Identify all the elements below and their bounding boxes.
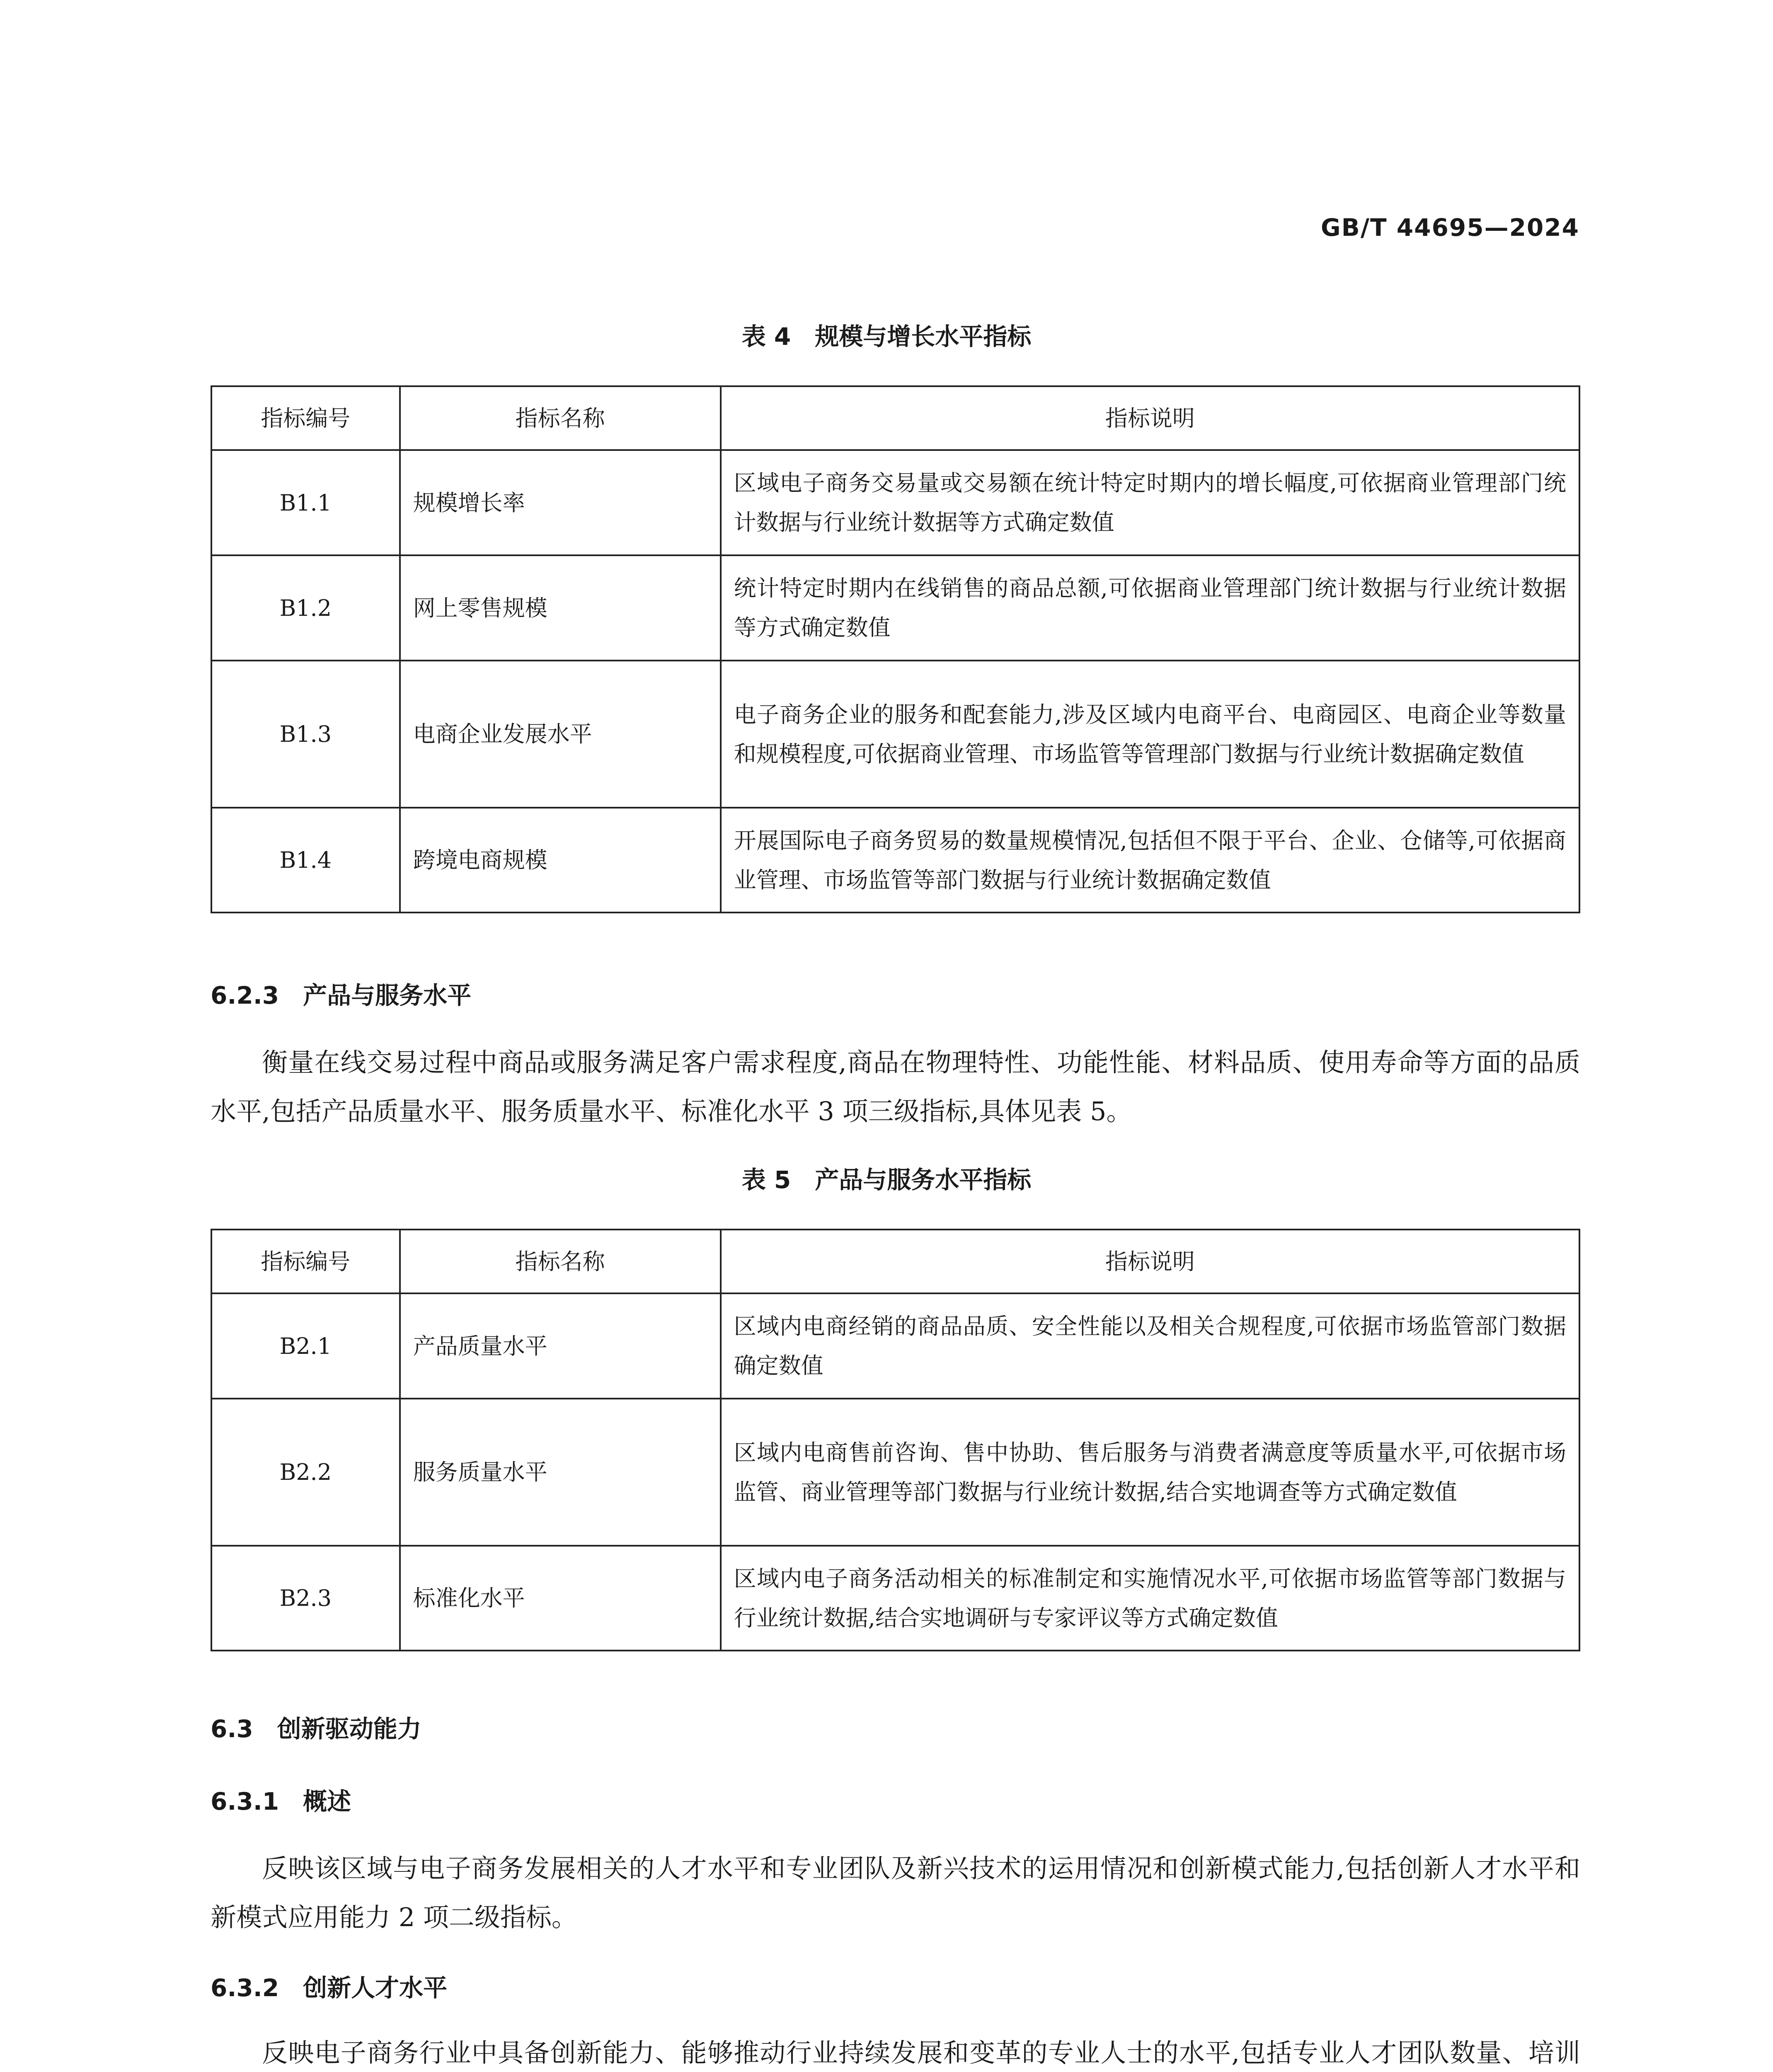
header-desc: 指标说明 — [721, 1230, 1579, 1293]
table-header-row — [211, 1230, 1579, 1293]
indicator-name: 产品质量水平 — [400, 1293, 721, 1399]
table-row — [211, 1293, 1579, 1399]
table5 — [211, 1229, 1580, 1651]
table-row — [211, 1546, 1579, 1651]
indicator-name: 标准化水平 — [400, 1546, 721, 1651]
table-header-row — [211, 386, 1579, 450]
section-heading: 6.3.2 创新人才水平 — [211, 1974, 448, 2002]
indicator-name: 跨境电商规模 — [400, 808, 721, 913]
section-paragraph: 衡量在线交易过程中商品或服务满足客户需求程度,商品在物理特性、功能性能、材料品质、使用寿命等方面的品质水平,包括产品质量水平、服务质量水平、标准化水平 3 项三级指标,具体见表 5。 — [211, 1047, 1580, 1126]
indicator-name: 电商企业发展水平 — [400, 661, 721, 808]
indicator-code: B2.3 — [211, 1546, 400, 1651]
table5-caption: 表 5 产品与服务水平指标 — [741, 1166, 1032, 1194]
table-row — [211, 808, 1579, 913]
section-heading: 6.3.1 概述 — [211, 1787, 351, 1815]
section-heading: 6.3 创新驱动能力 — [211, 1715, 421, 1743]
table-row — [211, 555, 1579, 661]
header-name: 指标名称 — [400, 386, 721, 450]
indicator-desc: 区域内电商售前咨询、售中协助、售后服务与消费者满意度等质量水平,可依据市场监管、商业管理等部门数据与行业统计数据,结合实地调查等方式确定数值 — [721, 1399, 1579, 1546]
indicator-name: 网上零售规模 — [400, 555, 721, 661]
indicator-desc: 统计特定时期内在线销售的商品总额,可依据商业管理部门统计数据与行业统计数据等方式确定数值 — [721, 555, 1579, 661]
header-code: 指标编号 — [211, 386, 400, 450]
indicator-code: B1.1 — [211, 450, 400, 555]
indicator-desc: 区域内电商经销的商品品质、安全性能以及相关合规程度,可依据市场监管部门数据确定数值 — [721, 1293, 1579, 1399]
header-desc: 指标说明 — [721, 386, 1579, 450]
indicator-code: B2.2 — [211, 1399, 400, 1546]
indicator-desc: 区域电子商务交易量或交易额在统计特定时期内的增长幅度,可依据商业管理部门统计数据与行业统计数据等方式确定数值 — [721, 450, 1579, 555]
indicator-code: B2.1 — [211, 1293, 400, 1399]
table-row — [211, 450, 1579, 555]
indicator-desc: 电子商务企业的服务和配套能力,涉及区域内电商平台、电商园区、电商企业等数量和规模程度,可依据商业管理、市场监管等管理部门数据与行业统计数据确定数值 — [721, 661, 1579, 808]
table4 — [211, 385, 1580, 913]
section-heading: 6.2.3 产品与服务水平 — [211, 981, 472, 1009]
document-code: GB/T 44695—2024 — [1321, 213, 1579, 242]
table4-caption: 表 4 规模与增长水平指标 — [741, 322, 1032, 351]
header-name: 指标名称 — [400, 1230, 721, 1293]
section-paragraph: 反映该区域与电子商务发展相关的人才水平和专业团队及新兴技术的运用情况和创新模式能力,包括创新人才水平和新模式应用能力 2 项二级指标。 — [211, 1853, 1580, 1932]
table-row — [211, 1399, 1579, 1546]
indicator-code: B1.4 — [211, 808, 400, 913]
indicator-code: B1.2 — [211, 555, 400, 661]
indicator-code: B1.3 — [211, 661, 400, 808]
section-paragraph: 反映电子商务行业中具备创新能力、能够推动行业持续发展和变革的专业人士的水平,包括专业人才团队数量、培训 — [262, 2038, 1580, 2068]
table-row — [211, 661, 1579, 808]
indicator-desc: 区域内电子商务活动相关的标准制定和实施情况水平,可依据市场监管等部门数据与行业统计数据,结合实地调研与专家评议等方式确定数值 — [721, 1546, 1579, 1651]
header-code: 指标编号 — [211, 1230, 400, 1293]
indicator-name: 服务质量水平 — [400, 1399, 721, 1546]
indicator-name: 规模增长率 — [400, 450, 721, 555]
indicator-desc: 开展国际电子商务贸易的数量规模情况,包括但不限于平台、企业、仓储等,可依据商业管理、市场监管等部门数据与行业统计数据确定数值 — [721, 808, 1579, 913]
